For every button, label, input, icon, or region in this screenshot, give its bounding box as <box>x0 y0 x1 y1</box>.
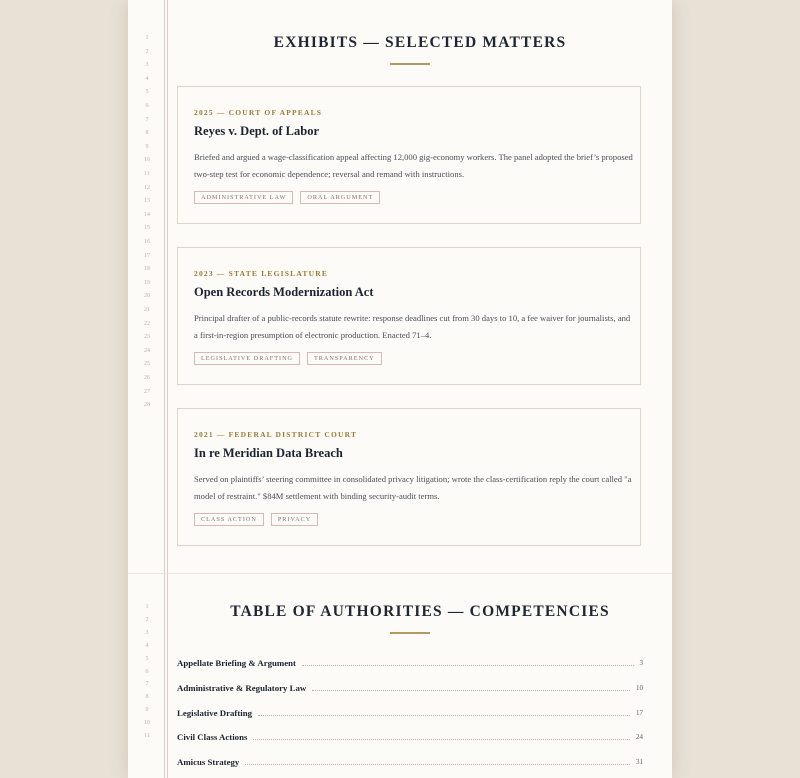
toa-row[interactable] <box>177 656 643 670</box>
line-number: 9 <box>145 143 149 150</box>
line-number: 1 <box>145 604 149 610</box>
line-number: 17 <box>144 252 150 259</box>
toa-row[interactable] <box>177 706 643 720</box>
line-number: 4 <box>145 642 149 649</box>
toa-page: 10 <box>636 684 643 692</box>
line-number: 23 <box>144 334 150 341</box>
leader-dots <box>302 665 634 666</box>
line-number: 3 <box>145 629 149 636</box>
line-number: 4 <box>145 75 149 82</box>
toa-row[interactable] <box>177 681 643 695</box>
line-number: 18 <box>144 266 150 273</box>
exhibit-tags <box>194 352 382 365</box>
toa-label: Administrative & Regulatory Law <box>177 683 307 693</box>
exhibit-description: Principal drafter of a public-records statute rewrite: response deadlines cut from 30 days to 10, a fee waiver for journalists, and a first-in-region presumption of electronic production. Enacted 71–4. <box>194 313 631 340</box>
line-number: 13 <box>144 198 150 205</box>
exhibit-title: In re Meridian Data Breach <box>194 446 343 460</box>
toa-row[interactable] <box>177 755 643 769</box>
toa-label: Civil Class Actions <box>177 732 248 742</box>
line-number: 2 <box>145 616 149 623</box>
exhibit-tags <box>194 191 380 204</box>
tag: ADMINISTRATIVE LAW <box>194 191 293 204</box>
exhibit-description: Briefed and argued a wage-classification appeal affecting 12,000 gig-economy workers. The panel adopted the brief’s proposed two-step test for economic dependence; reversal and remand with instructions. <box>194 152 633 179</box>
line-number: 8 <box>145 694 149 701</box>
section-divider <box>128 573 672 574</box>
title-underline <box>390 63 430 65</box>
tag: CLASS ACTION <box>194 513 264 526</box>
line-number: 24 <box>144 347 150 354</box>
toa-page: 24 <box>636 733 643 741</box>
line-number: 7 <box>145 116 149 123</box>
leader-dots <box>253 739 630 740</box>
line-number: 2 <box>145 48 149 55</box>
line-number: 8 <box>145 130 149 137</box>
line-number: 20 <box>144 293 150 300</box>
exhibit-title: Reyes v. Dept. of Labor <box>194 124 319 138</box>
exhibit-card <box>177 408 641 546</box>
line-number: 3 <box>145 62 149 69</box>
line-number: 12 <box>144 184 150 191</box>
leader-dots <box>245 764 630 765</box>
line-number: 22 <box>144 320 150 327</box>
line-number: 28 <box>144 402 150 409</box>
line-number: 6 <box>145 668 149 675</box>
exhibit-card <box>177 86 641 224</box>
toa-page: 17 <box>636 709 643 717</box>
exhibit-eyebrow: 2021 — FEDERAL DISTRICT COURT <box>194 430 358 439</box>
tag: LEGISLATIVE DRAFTING <box>194 352 300 365</box>
line-number: 5 <box>145 655 149 662</box>
exhibit-card <box>177 247 641 385</box>
exhibits-title: EXHIBITS — SELECTED MATTERS <box>273 34 567 51</box>
toa-label: Legislative Drafting <box>177 708 253 718</box>
toa-label: Appellate Briefing & Argument <box>177 658 296 668</box>
line-number: 1 <box>145 35 149 41</box>
document-page <box>128 0 672 778</box>
toa-page: 31 <box>636 758 643 766</box>
line-number: 10 <box>144 720 150 727</box>
line-number: 26 <box>144 375 150 381</box>
toa-row[interactable] <box>177 730 643 744</box>
leader-dots <box>312 690 630 691</box>
exhibit-description: Served on plaintiffs’ steering committee in consolidated privacy litigation; wrote the class-certification reply the court called "a model of restraint." $84M settlement with binding security-audit terms. <box>194 474 632 501</box>
leader-dots <box>258 715 630 716</box>
exhibit-eyebrow: 2023 — STATE LEGISLATURE <box>194 269 329 278</box>
line-number: 11 <box>144 733 150 739</box>
line-number: 9 <box>145 707 149 714</box>
line-number: 16 <box>144 239 150 245</box>
line-number: 11 <box>144 171 150 177</box>
tag: PRIVACY <box>271 513 318 526</box>
tag: ORAL ARGUMENT <box>300 191 380 204</box>
line-number: 14 <box>144 211 150 218</box>
line-number: 15 <box>144 225 150 232</box>
exhibit-title: Open Records Modernization Act <box>194 285 374 299</box>
exhibit-tags <box>194 513 318 526</box>
line-number: 5 <box>145 89 149 96</box>
line-number: 7 <box>145 681 149 688</box>
authorities-title: TABLE OF AUTHORITIES — COMPETENCIES <box>230 603 610 620</box>
toa-page: 3 <box>639 659 643 667</box>
line-number: 19 <box>144 279 150 286</box>
line-number: 25 <box>144 361 150 368</box>
toa-label: Amicus Strategy <box>177 757 240 767</box>
line-number: 6 <box>145 103 149 109</box>
exhibit-eyebrow: 2025 — COURT OF APPEALS <box>194 108 323 117</box>
line-number: 10 <box>144 157 150 164</box>
tag: TRANSPARENCY <box>307 352 382 365</box>
line-number: 27 <box>144 388 150 395</box>
title-underline <box>390 632 430 634</box>
margin-rule <box>167 0 168 778</box>
line-number: 21 <box>144 307 150 313</box>
